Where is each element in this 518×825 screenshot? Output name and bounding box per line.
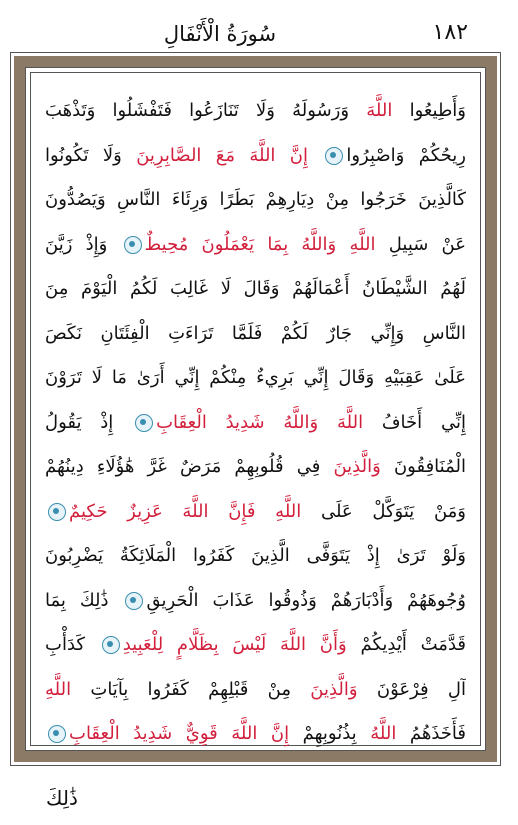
verse-text: قَدَّمَتْ أَيْدِيكُمْ [360,634,466,655]
verse-line [45,625,466,665]
divine-name-text: وَاللَّهُ شَدِيدُ الْعِقَابِ [156,411,319,433]
ayah-end-marker-icon [125,592,143,610]
divine-name-text: وَاللَّهُ بِمَا يَعْمَلُونَ مُحِيطٌ [144,233,337,255]
verse-text: وَلَا تَكُونُوا [45,144,122,166]
verse-text: فَأَخَذَهُمُ [409,723,466,744]
verse-text: عَنْ سَبِيلِ [388,233,466,255]
verse-line [45,91,466,131]
page-number: ١٨٢ [432,20,468,45]
verse-text: وَأَطِيعُوا [409,100,466,121]
divine-name-text: اللَّهُ [370,723,397,744]
verse-text: كَدَأْبِ [45,634,85,655]
ayah-end-marker-icon [325,147,343,165]
verse-text: فِي قُلُوبِهِمْ مَرَضٌ غَرَّ هَٰؤُلَاءِ دِينُهُمْ [45,456,321,477]
divine-name-text: وَالَّذِينَ [310,678,358,700]
verse-line [45,180,466,220]
verse-text: وَمَنْ يَتَوَكَّلْ عَلَى [320,500,466,522]
verse-text: الْمُنَافِقُونَ [393,456,466,477]
catchword: ذَٰلِكَ [46,786,78,810]
text-panel [30,72,481,746]
verse-line [45,358,466,398]
divine-name-text: اللَّهِ [349,233,376,255]
verse-text: كَالَّذِينَ خَرَجُوا مِنْ دِيَارِهِمْ بَطَرًا وَرِئَاءَ النَّاسِ وَيَصُدُّونَ [45,189,466,210]
verse-line [45,447,466,487]
ayah-end-marker-icon [135,414,153,432]
verse-line [45,536,466,576]
ayah-end-marker-icon [48,503,66,521]
divine-name-text: إِنَّ اللَّهَ قَوِيٌّ شَدِيدُ الْعِقَابِ [69,723,290,744]
divine-name-text: اللَّهِ [45,678,72,700]
verse-text: آلِ فِرْعَوْنَ [376,678,466,700]
divine-name-text: إِنَّ اللَّهَ مَعَ الصَّابِرِينَ [136,144,308,166]
verse-text: لَهُمُ الشَّيْطَانُ أَعْمَالَهُمْ وَقَالَ لَا غَالِبَ لَكُمُ الْيَوْمَ مِنَ [45,278,466,299]
divine-name-text: وَالَّذِينَ [333,456,381,477]
divine-name-text: اللَّهَ [336,411,364,433]
verse-line [45,225,466,265]
verse-text: رِيحُكُمْ وَاصْبِرُوا [346,144,466,166]
divine-name-text: اللَّهِ فَإِنَّ اللَّهَ عَزِيزٌ حَكِيمٌ [69,500,302,522]
verse-text: وُجُوهَهُمْ وَأَدْبَارَهُمْ وَذُوقُوا عَذَابَ الْحَرِيقِ [146,589,466,611]
verse-text: بِذُنُوبِهِمْ [302,723,357,744]
verse-text: إِذْ يَقُولُ [45,411,114,433]
verse-text: مِنْ قَبْلِهِمْ كَفَرُوا بِآيَاتِ [90,678,291,700]
verse-text: عَلَىٰ عَقِبَيْهِ وَقَالَ إِنِّي بَرِيءٌ مِنْكُمْ إِنِّي أَرَىٰ مَا لَا تَرَوْنَ [45,367,466,388]
verse-line [45,269,466,309]
verse-text: وَرَسُولَهُ وَلَا تَنَازَعُوا فَتَفْشَلُوا وَتَذْهَبَ [45,100,350,121]
verse-text: وَلَوْ تَرَىٰ إِذْ يَتَوَفَّى الَّذِينَ كَفَرُوا الْمَلَائِكَةُ يَضْرِبُونَ [45,545,466,566]
surah-title: سُورَةُ الْأَنْفَالِ [163,22,277,46]
ayah-end-marker-icon [102,636,120,654]
verse-text: إِنِّي أَخَافُ [381,411,466,433]
verse-line [45,136,466,176]
verse-text: ذَٰلِكَ بِمَا [45,589,109,611]
verse-text: النَّاسِ وَإِنِّي جَارٌ لَكُمْ فَلَمَّا تَرَاءَتِ الْفِئَتَانِ نَكَصَ [45,322,466,344]
verse-line [45,403,466,443]
verse-line [45,492,466,532]
verse-line [45,314,466,354]
verse-line [45,581,466,621]
ayah-end-marker-icon [48,725,66,743]
verse-line [45,714,466,754]
verse-line [45,670,466,710]
ayah-end-marker-icon [124,236,142,254]
verse-text: وَإِذْ زَيَّنَ [45,233,108,255]
divine-name-text: وَأَنَّ اللَّهَ لَيْسَ بِظَلَّامٍ لِلْعَبِيدِ [122,634,347,655]
divine-name-text: اللَّهَ [366,100,393,121]
